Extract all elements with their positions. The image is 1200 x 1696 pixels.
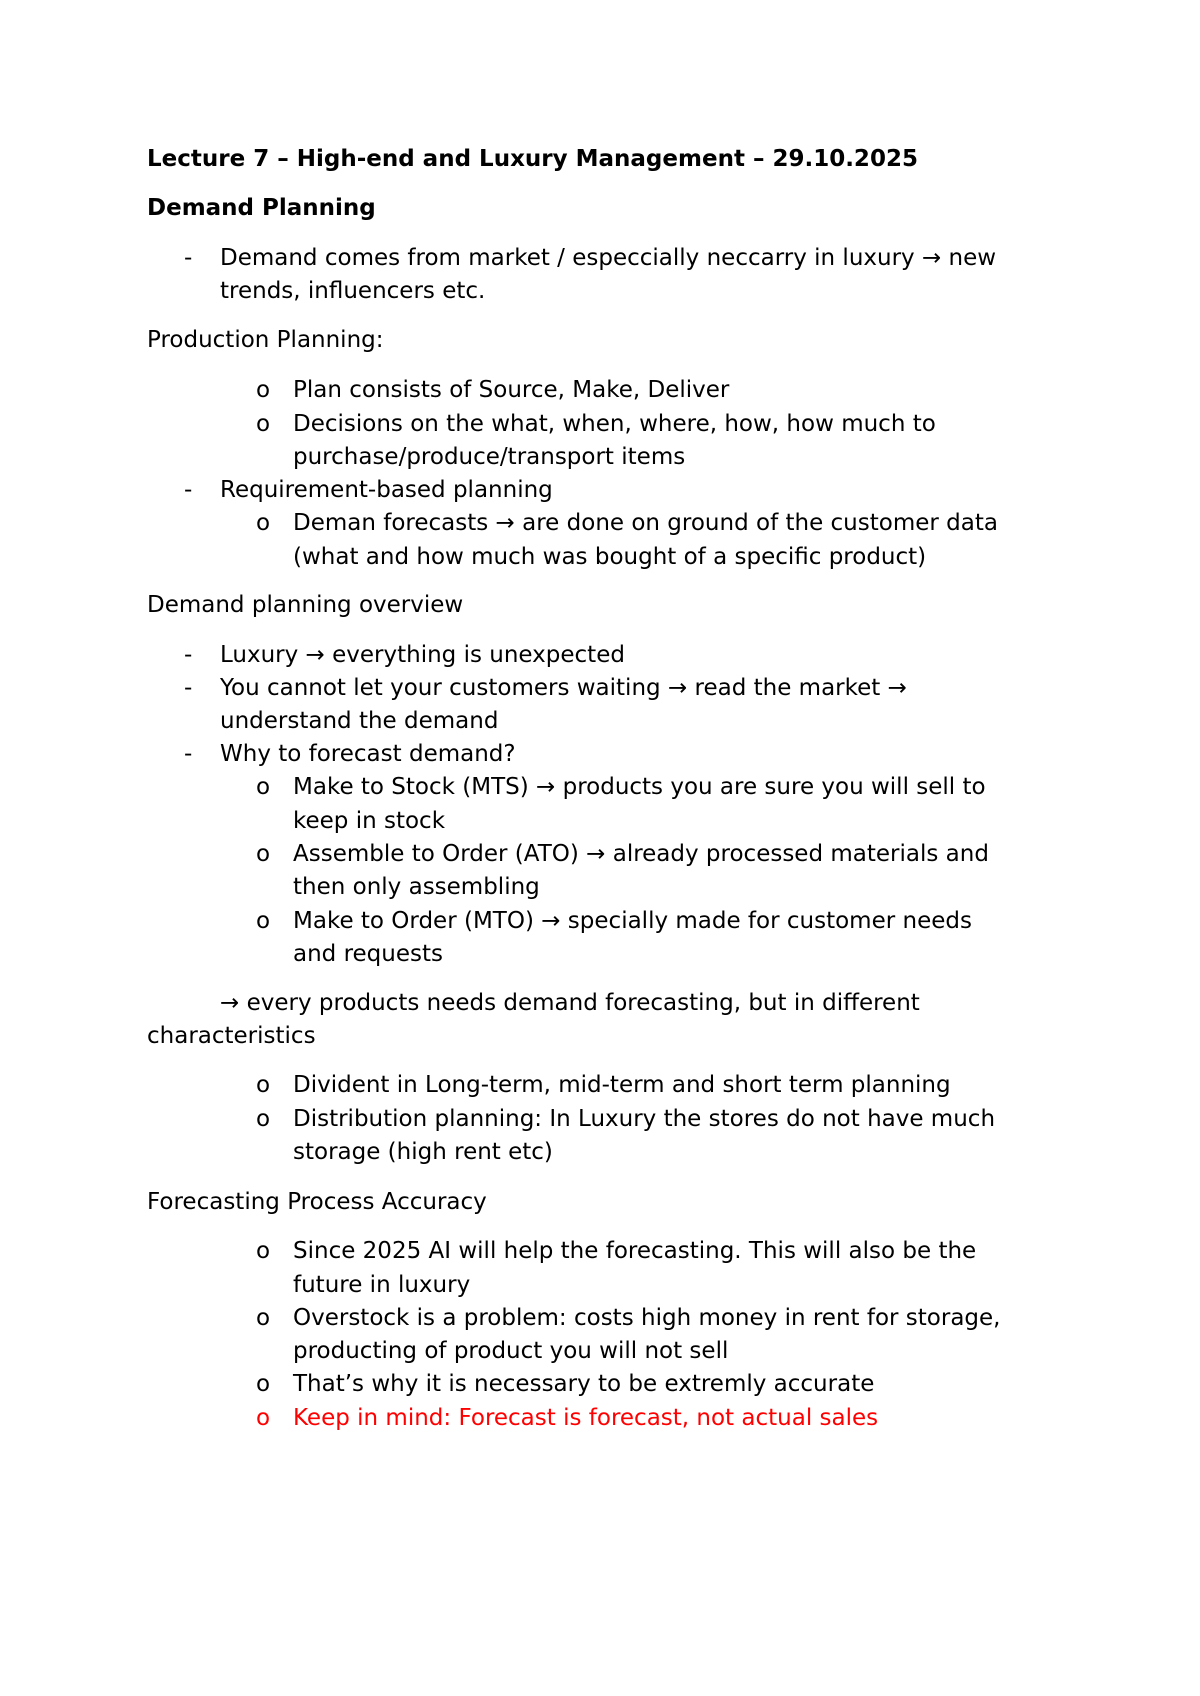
dash-bullet: -: [184, 642, 193, 668]
circle-bullet: o: [256, 377, 271, 403]
list-item: Divident in Long-term, mid-term and short term planning: [293, 1072, 951, 1098]
list-item: Since 2025 AI will help the forecasting. This will also be the: [293, 1238, 977, 1264]
list-item-continuation: storage (high rent etc): [293, 1139, 553, 1165]
list-item: Overstock is a problem: costs high money in rent for storage,: [293, 1305, 1001, 1331]
circle-bullet: o: [256, 1072, 271, 1098]
dash-bullet: -: [184, 477, 193, 503]
list-item: Demand comes from market / especcially neccarry in luxury → new: [220, 245, 997, 271]
list-item-continuation: trends, influencers etc.: [220, 278, 486, 304]
list-item: Deman forecasts → are done on ground of the customer data: [293, 510, 998, 536]
circle-bullet: o: [256, 510, 271, 536]
dash-bullet: -: [184, 675, 193, 701]
list-item: Why to forecast demand?: [220, 741, 516, 767]
list-item-continuation: (what and how much was bought of a specific product): [293, 544, 927, 570]
list-item: That’s why it is necessary to be extremly accurate: [293, 1371, 875, 1397]
highlighted-list-item: Keep in mind: Forecast is forecast, not actual sales: [293, 1405, 879, 1431]
circle-bullet: o: [256, 1238, 271, 1264]
list-item-continuation: purchase/produce/transport items: [293, 444, 686, 470]
circle-bullet: o: [256, 1106, 271, 1132]
list-item: Distribution planning: In Luxury the stores do not have much: [293, 1106, 996, 1132]
list-item-continuation: producting of product you will not sell: [293, 1338, 729, 1364]
list-item: Plan consists of Source, Make, Deliver: [293, 377, 730, 403]
circle-bullet: o: [256, 841, 271, 867]
section-heading-production-planning: Production Planning:: [147, 327, 384, 353]
circle-bullet: o: [256, 774, 271, 800]
note-text-continuation: characteristics: [147, 1023, 316, 1049]
list-item: Decisions on the what, when, where, how, how much to: [293, 411, 936, 437]
section-heading-demand-overview: Demand planning overview: [147, 592, 464, 618]
list-item-continuation: understand the demand: [220, 708, 499, 734]
list-item-continuation: then only assembling: [293, 874, 540, 900]
list-item: Requirement-based planning: [220, 477, 553, 503]
circle-bullet: o: [256, 908, 271, 934]
list-item: Assemble to Order (ATO) → already processed materials and: [293, 841, 989, 867]
dash-bullet: -: [184, 741, 193, 767]
list-item: Make to Order (MTO) → specially made for customer needs: [293, 908, 972, 934]
page-title: Lecture 7 – High-end and Luxury Management – 29.10.2025: [147, 146, 918, 172]
list-item-continuation: and requests: [293, 941, 443, 967]
list-item: You cannot let your customers waiting → read the market →: [220, 675, 907, 701]
circle-bullet: o: [256, 411, 271, 437]
list-item: Luxury → everything is unexpected: [220, 642, 625, 668]
list-item-continuation: future in luxury: [293, 1272, 471, 1298]
circle-bullet: o: [256, 1371, 271, 1397]
note-text: → every products needs demand forecasting, but in different: [220, 990, 920, 1016]
dash-bullet: -: [184, 245, 193, 271]
section-heading-forecasting-accuracy: Forecasting Process Accuracy: [147, 1189, 487, 1215]
circle-bullet-highlight: o: [256, 1405, 271, 1431]
circle-bullet: o: [256, 1305, 271, 1331]
list-item: Make to Stock (MTS) → products you are sure you will sell to: [293, 774, 986, 800]
list-item-continuation: keep in stock: [293, 808, 446, 834]
section-heading-demand-planning: Demand Planning: [147, 195, 376, 221]
